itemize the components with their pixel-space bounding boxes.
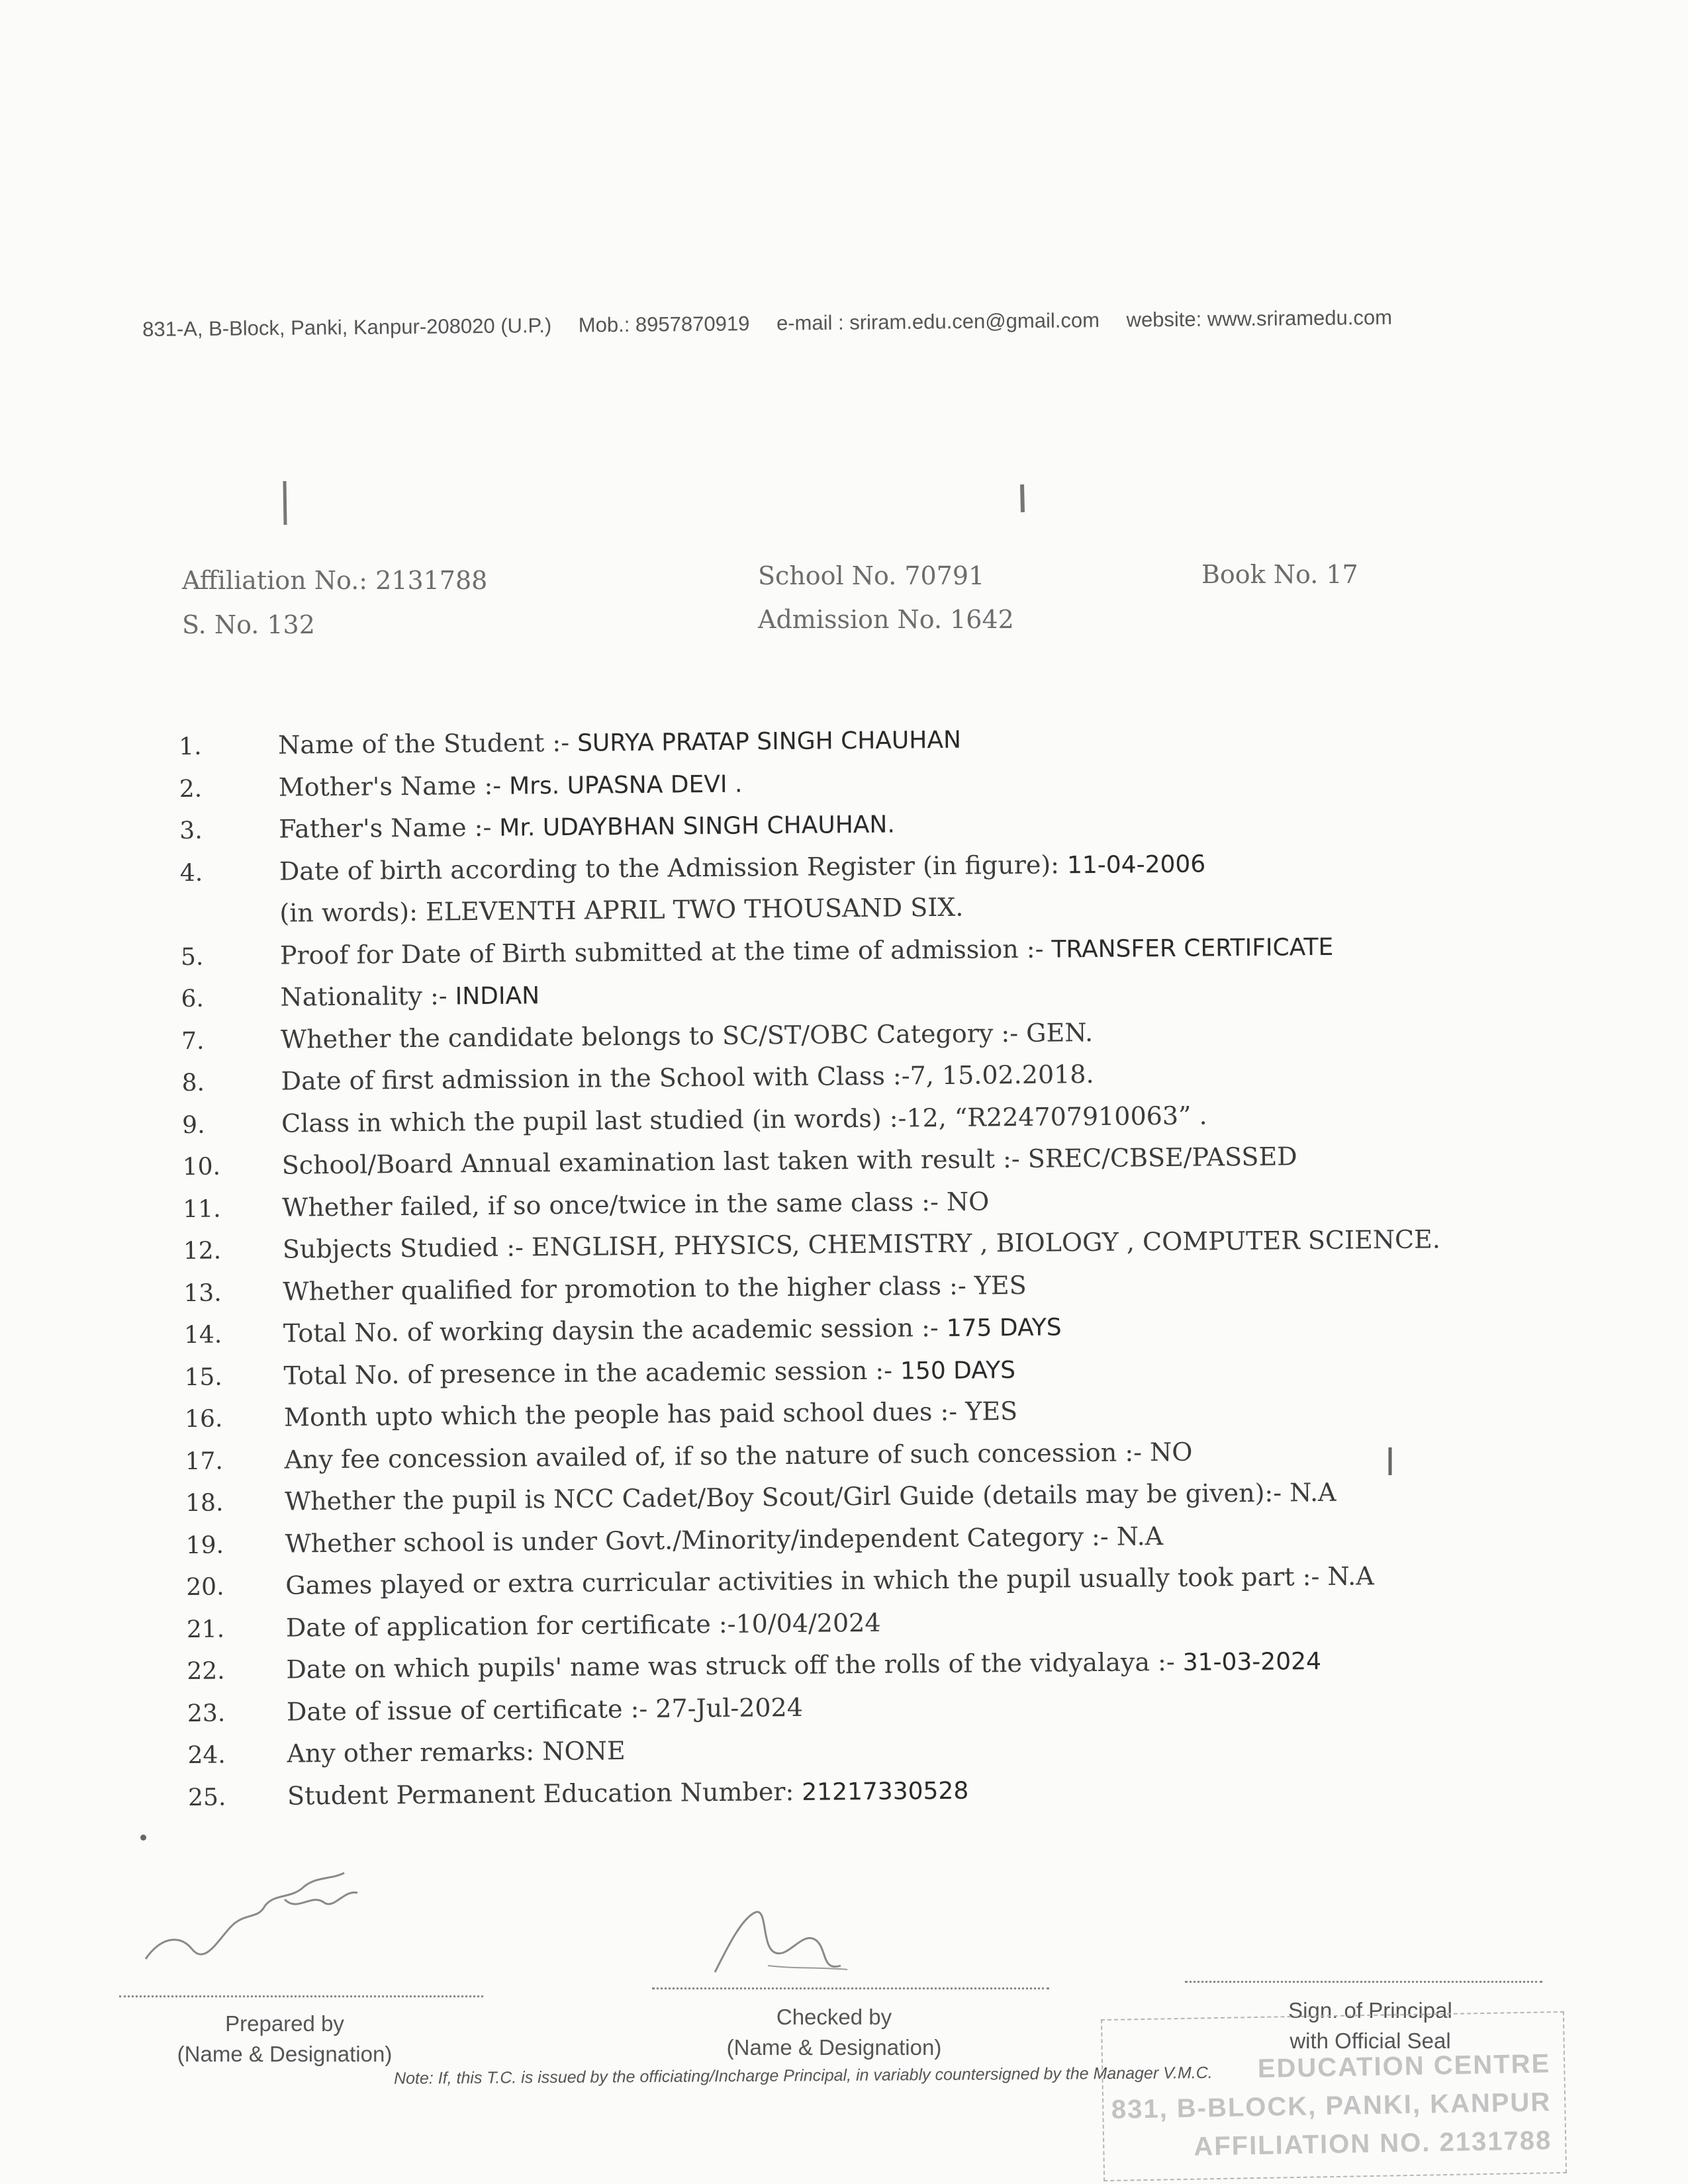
- school-address: 831-A, B-Block, Panki, Kanpur-208020 (U.P.): [142, 314, 552, 341]
- checked-by-block: [715, 2002, 953, 2063]
- item-number: 21.: [186, 1615, 225, 1643]
- item-label: Whether failed, if so once/twice in the same class :- NO: [282, 1186, 990, 1222]
- item-label: Games played or extra curricular activities in which the pupil usually took part :- N.A: [285, 1561, 1374, 1600]
- item-number: 23.: [187, 1699, 226, 1727]
- scan-mark-left: [278, 480, 291, 526]
- item-label: Date of application for certificate :-10/04/2024: [285, 1608, 881, 1643]
- serial-number: [182, 610, 315, 639]
- item-label: School/Board Annual examination last taken with result :- SREC/CBSE/PASSED: [281, 1142, 1297, 1180]
- scan-mark-center: [1017, 483, 1027, 516]
- prepared-by-label: Prepared by: [225, 2011, 344, 2036]
- item-value: 150 DAYS: [900, 1356, 1016, 1385]
- item-label: Mother's Name :-: [278, 770, 502, 802]
- admission-number: [758, 605, 1014, 634]
- item-label: Subjects Studied :- ENGLISH, PHYSICS, CHEMISTRY , BIOLOGY , COMPUTER SCIENCE.: [282, 1224, 1441, 1264]
- school-no-value: 70791: [904, 561, 985, 590]
- principal-signature-line: [1185, 1981, 1542, 1983]
- item-label: Month upto which the people has paid school dues :- YES: [283, 1396, 1018, 1432]
- sno-label: S. No.: [182, 610, 259, 639]
- item-label: Total No. of presence in the academic session :-: [283, 1355, 893, 1390]
- item-number: [181, 922, 280, 923]
- item-label: Proof for Date of Birth submitted at the time of admission :-: [279, 934, 1044, 970]
- item-number: 17.: [185, 1447, 224, 1475]
- sno-value: 132: [267, 610, 315, 639]
- item-number: 9.: [182, 1111, 205, 1139]
- item-label: Any other remarks: NONE: [287, 1736, 626, 1768]
- official-seal: [1101, 2011, 1567, 2181]
- item-number: 15.: [184, 1363, 222, 1391]
- item-number: 2.: [179, 775, 203, 803]
- item-number: 19.: [185, 1531, 224, 1559]
- item-label: Nationality :-: [280, 981, 447, 1012]
- item-label: Whether the candidate belongs to SC/ST/OBC Category :- GEN.: [280, 1017, 1094, 1054]
- principal-sign-label: Sign. of Principal: [1288, 1998, 1452, 2023]
- item-number: 16.: [184, 1405, 223, 1433]
- item-number: 7.: [181, 1027, 205, 1055]
- item-value: Mr. UDAYBHAN SINGH CHAUHAN.: [499, 811, 896, 842]
- seal-line-1: EDUCATION CENTRE: [1257, 2049, 1551, 2083]
- item-number: 12.: [183, 1237, 222, 1265]
- checked-signature-line: [652, 1987, 1049, 1989]
- item-value: INDIAN: [455, 982, 540, 1011]
- item-number: 18.: [185, 1489, 224, 1517]
- item-label: Student Permanent Education Number:: [287, 1776, 794, 1811]
- item-number: 10.: [182, 1153, 221, 1181]
- affiliation-label: Affiliation No.:: [182, 566, 368, 595]
- item-number: 11.: [183, 1195, 221, 1223]
- item-label: Date on which pupils' name was struck off the rolls of the vidyalaya :-: [286, 1647, 1175, 1684]
- item-number: 25.: [187, 1783, 226, 1811]
- item-label: Whether qualified for promotion to the higher class :- YES: [283, 1270, 1027, 1306]
- prepared-by-block: [165, 2009, 404, 2070]
- item-label: Whether the pupil is NCC Cadet/Boy Scout/Girl Guide (details may be given):- N.A: [284, 1477, 1336, 1516]
- prepared-signature-line: [119, 1995, 483, 1997]
- school-mobile: Mob.: 8957870919: [578, 312, 750, 337]
- item-number: 4.: [179, 859, 203, 887]
- item-number: 1.: [179, 733, 202, 760]
- item-label: Date of first admission in the School with Class :-7, 15.02.2018.: [281, 1059, 1094, 1096]
- seal-line-3: AFFILIATION NO. 2131788: [1193, 2126, 1552, 2161]
- prepared-by-designation: (Name & Designation): [177, 2042, 393, 2066]
- item-label: (in words): ELEVENTH APRIL TWO THOUSAND SIX.: [279, 892, 964, 928]
- school-website: website: www.sriramedu.com: [1126, 305, 1393, 332]
- school-no-label: School No.: [758, 561, 897, 590]
- item-number: 24.: [187, 1741, 226, 1769]
- school-email: e-mail : sriram.edu.cen@gmail.com: [776, 308, 1100, 335]
- item-label: Date of birth according to the Admission Register (in figure):: [279, 849, 1060, 886]
- item-value: 31-03-2024: [1182, 1647, 1322, 1676]
- item-label: Total No. of working daysin the academic session :-: [283, 1313, 939, 1348]
- book-value: 17: [1326, 560, 1358, 589]
- item-value: 175 DAYS: [946, 1314, 1062, 1342]
- item-number: 14.: [183, 1321, 222, 1349]
- book-label: Book No.: [1201, 560, 1319, 589]
- item-label: Whether school is under Govt./Minority/independent Category :- N.A: [285, 1521, 1164, 1559]
- item-number: 8.: [181, 1069, 205, 1097]
- certificate-items: [179, 719, 1578, 1824]
- affiliation-value: 2131788: [375, 566, 488, 595]
- prepared-signature: [132, 1860, 384, 1979]
- item-number: 6.: [181, 985, 205, 1013]
- seal-line-2: 831, B-BLOCK, PANKI, KANPUR: [1111, 2087, 1552, 2124]
- item-label: Father's Name :-: [279, 812, 492, 844]
- footer-note: Note: If, this T.C. is issued by the officiating/Incharge Principal, in variably countersigned by the Manager V.M.C.: [393, 2064, 1213, 2088]
- school-contact-line: [142, 304, 1499, 341]
- item-number: 20.: [186, 1573, 224, 1601]
- book-number: [1201, 560, 1358, 589]
- item-number: 22.: [187, 1657, 225, 1685]
- admission-label: Admission No.: [758, 605, 943, 634]
- item-number: 5.: [180, 943, 204, 971]
- item-value: 11-04-2006: [1066, 850, 1206, 879]
- bullet-mark: [140, 1835, 146, 1841]
- item-value: TRANSFER CERTIFICATE: [1051, 933, 1334, 964]
- school-number: [758, 561, 984, 590]
- item-label: Date of issue of certificate :- 27-Jul-2024: [286, 1692, 804, 1727]
- item-value: 21217330528: [802, 1777, 969, 1806]
- item-label: Class in which the pupil last studied (in words) :-12, “R224707910063” .: [281, 1100, 1207, 1138]
- item-number: 13.: [183, 1279, 222, 1307]
- admission-value: 1642: [950, 605, 1014, 634]
- item-label: Name of the Student :-: [277, 727, 570, 760]
- principal-seal-label: with Official Seal: [1289, 2028, 1451, 2053]
- checked-by-designation: (Name & Designation): [726, 2035, 942, 2060]
- checked-by-label: Checked by: [776, 2005, 892, 2029]
- affiliation-number: [182, 566, 487, 595]
- checked-signature: [688, 1893, 887, 1992]
- item-value: Mrs. UPASNA DEVI .: [508, 770, 743, 800]
- item-label: Any fee concession availed of, if so the nature of such concession :- NO: [284, 1437, 1193, 1475]
- item-value: SURYA PRATAP SINGH CHAUHAN: [577, 726, 962, 757]
- item-number: 3.: [179, 817, 203, 844]
